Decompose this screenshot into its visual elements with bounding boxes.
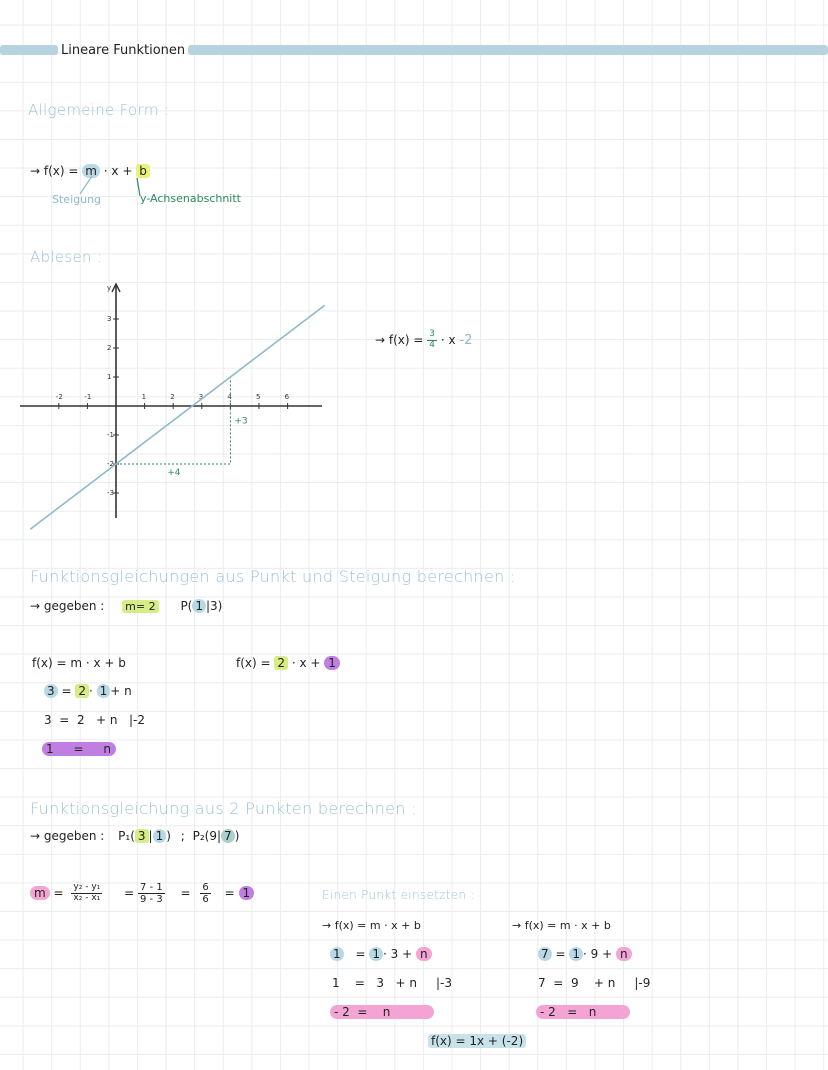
final-equation: f(x) = 1x + (-2) [428,1034,526,1048]
formula-prefix: → f(x) = [30,164,79,178]
ps-line-2: 3 = 2 · 1 + n [44,684,132,698]
intercept-b: b [136,164,150,178]
formula-mid: · x + [103,164,133,178]
given-line-1 [30,599,222,613]
page-title: Lineare Funktionen [61,43,186,58]
coordinate-graph [15,278,335,533]
slope-calc: m = $\frac{\text{y₂ - y₁}}{\text{x₂ - x₁}}$ = $\frac{7 - 1}{9 - 3}$ = $\frac{6}{6}$ = 1 [30,882,254,905]
section-heading-ablesen: Ablesen : [30,248,103,266]
y-tick-label: -1 [107,431,114,439]
x-tick-label: -1 [84,393,92,401]
einsetzen-heading: Einen Punkt einsetzten : [322,888,475,902]
right-col-line-2: 7 = 1 · 9 + n [538,947,632,961]
x-tick-label: 3 [198,393,204,401]
read-formula-x: · x [440,332,456,347]
point-p1: P₁( 3 | 1 ) [118,829,171,843]
ps-line-3: 3 = 2 + n |-2 [44,713,145,727]
slope-result: 1 [239,886,255,900]
ps-line-4: 1 = n [42,742,116,756]
slope-values-fraction: $\frac{7 - 1}{9 - 3}$ [139,882,163,905]
y-tick-label: 2 [107,344,112,352]
section-heading-allgemeine-form: Allgemeine Form : [28,101,170,119]
title-bar-right [188,45,828,55]
function-line [30,305,325,529]
label-steigung: Steigung [52,193,102,206]
x-tick-label: 5 [256,393,261,401]
section-heading-punkt-steigung: Funktionsgleichungen aus Punkt und Steigung berechnen : [30,567,516,586]
label-achsenabschnitt: y-Achsenabschnitt [140,192,241,205]
read-formula-prefix: → f(x) = [375,332,424,347]
given-point-x: 1 [192,599,206,613]
section-heading-zwei-punkte: Funktionsgleichung aus 2 Punkten berechnen : [30,799,417,818]
slope-numerator: 3 [429,329,435,339]
ps-line-1: f(x) = m · x + b [32,656,126,670]
left-col-line-1: → f(x) = m · x + b [322,919,421,932]
run-label: +4 [167,468,181,478]
slope-result-fraction: $\frac{6}{6}$ [202,882,209,905]
given-line-2: → gegeben : P₁( 3 | 1 ) ; P₂(9| 7 ) [30,829,240,843]
x-tick-label: 1 [141,393,147,401]
right-col-line-3: 7 = 9 + n |-9 [538,976,651,990]
y-tick-label: 1 [107,373,112,381]
x-tick-label: -2 [55,393,63,401]
read-formula [375,330,472,351]
left-col-line-3: 1 = 3 + n |-3 [332,976,453,990]
slope-fraction [427,330,437,351]
slope-m: m [82,164,100,178]
right-col-line-4: - 2 = n [536,1005,630,1019]
title-bar-left [0,45,58,55]
y-tick-label: 3 [107,315,112,323]
slope-calc-m: m [30,886,50,900]
point-p2: P₂(9| 7 ) [192,829,240,843]
slope-formula-fraction: $\frac{\text{y₂ - y₁}}{\text{x₂ - x₁}}$ [73,882,101,903]
given-prefix: → gegeben : [30,599,105,613]
y-tick-label: -3 [107,489,114,497]
left-col-line-4: - 2 = n [330,1005,434,1019]
ps-result: f(x) = 2 · x + 1 [236,656,340,670]
y-tick-label: -2 [107,460,114,468]
read-formula-b: -2 [459,332,473,348]
rise-label: +3 [234,416,248,427]
x-tick-label: 6 [284,393,290,401]
slope-denominator: 4 [429,339,435,350]
x-tick-label: 2 [170,393,175,401]
y-axis-label: y [107,284,112,292]
right-col-line-1: → f(x) = m · x + b [512,919,611,932]
given-slope: m= 2 [122,600,158,613]
given-point: P( 1 |3) [180,599,223,613]
left-col-line-2: 1 = 1 · 3 + n [330,947,432,961]
x-tick-label: 4 [227,393,232,401]
